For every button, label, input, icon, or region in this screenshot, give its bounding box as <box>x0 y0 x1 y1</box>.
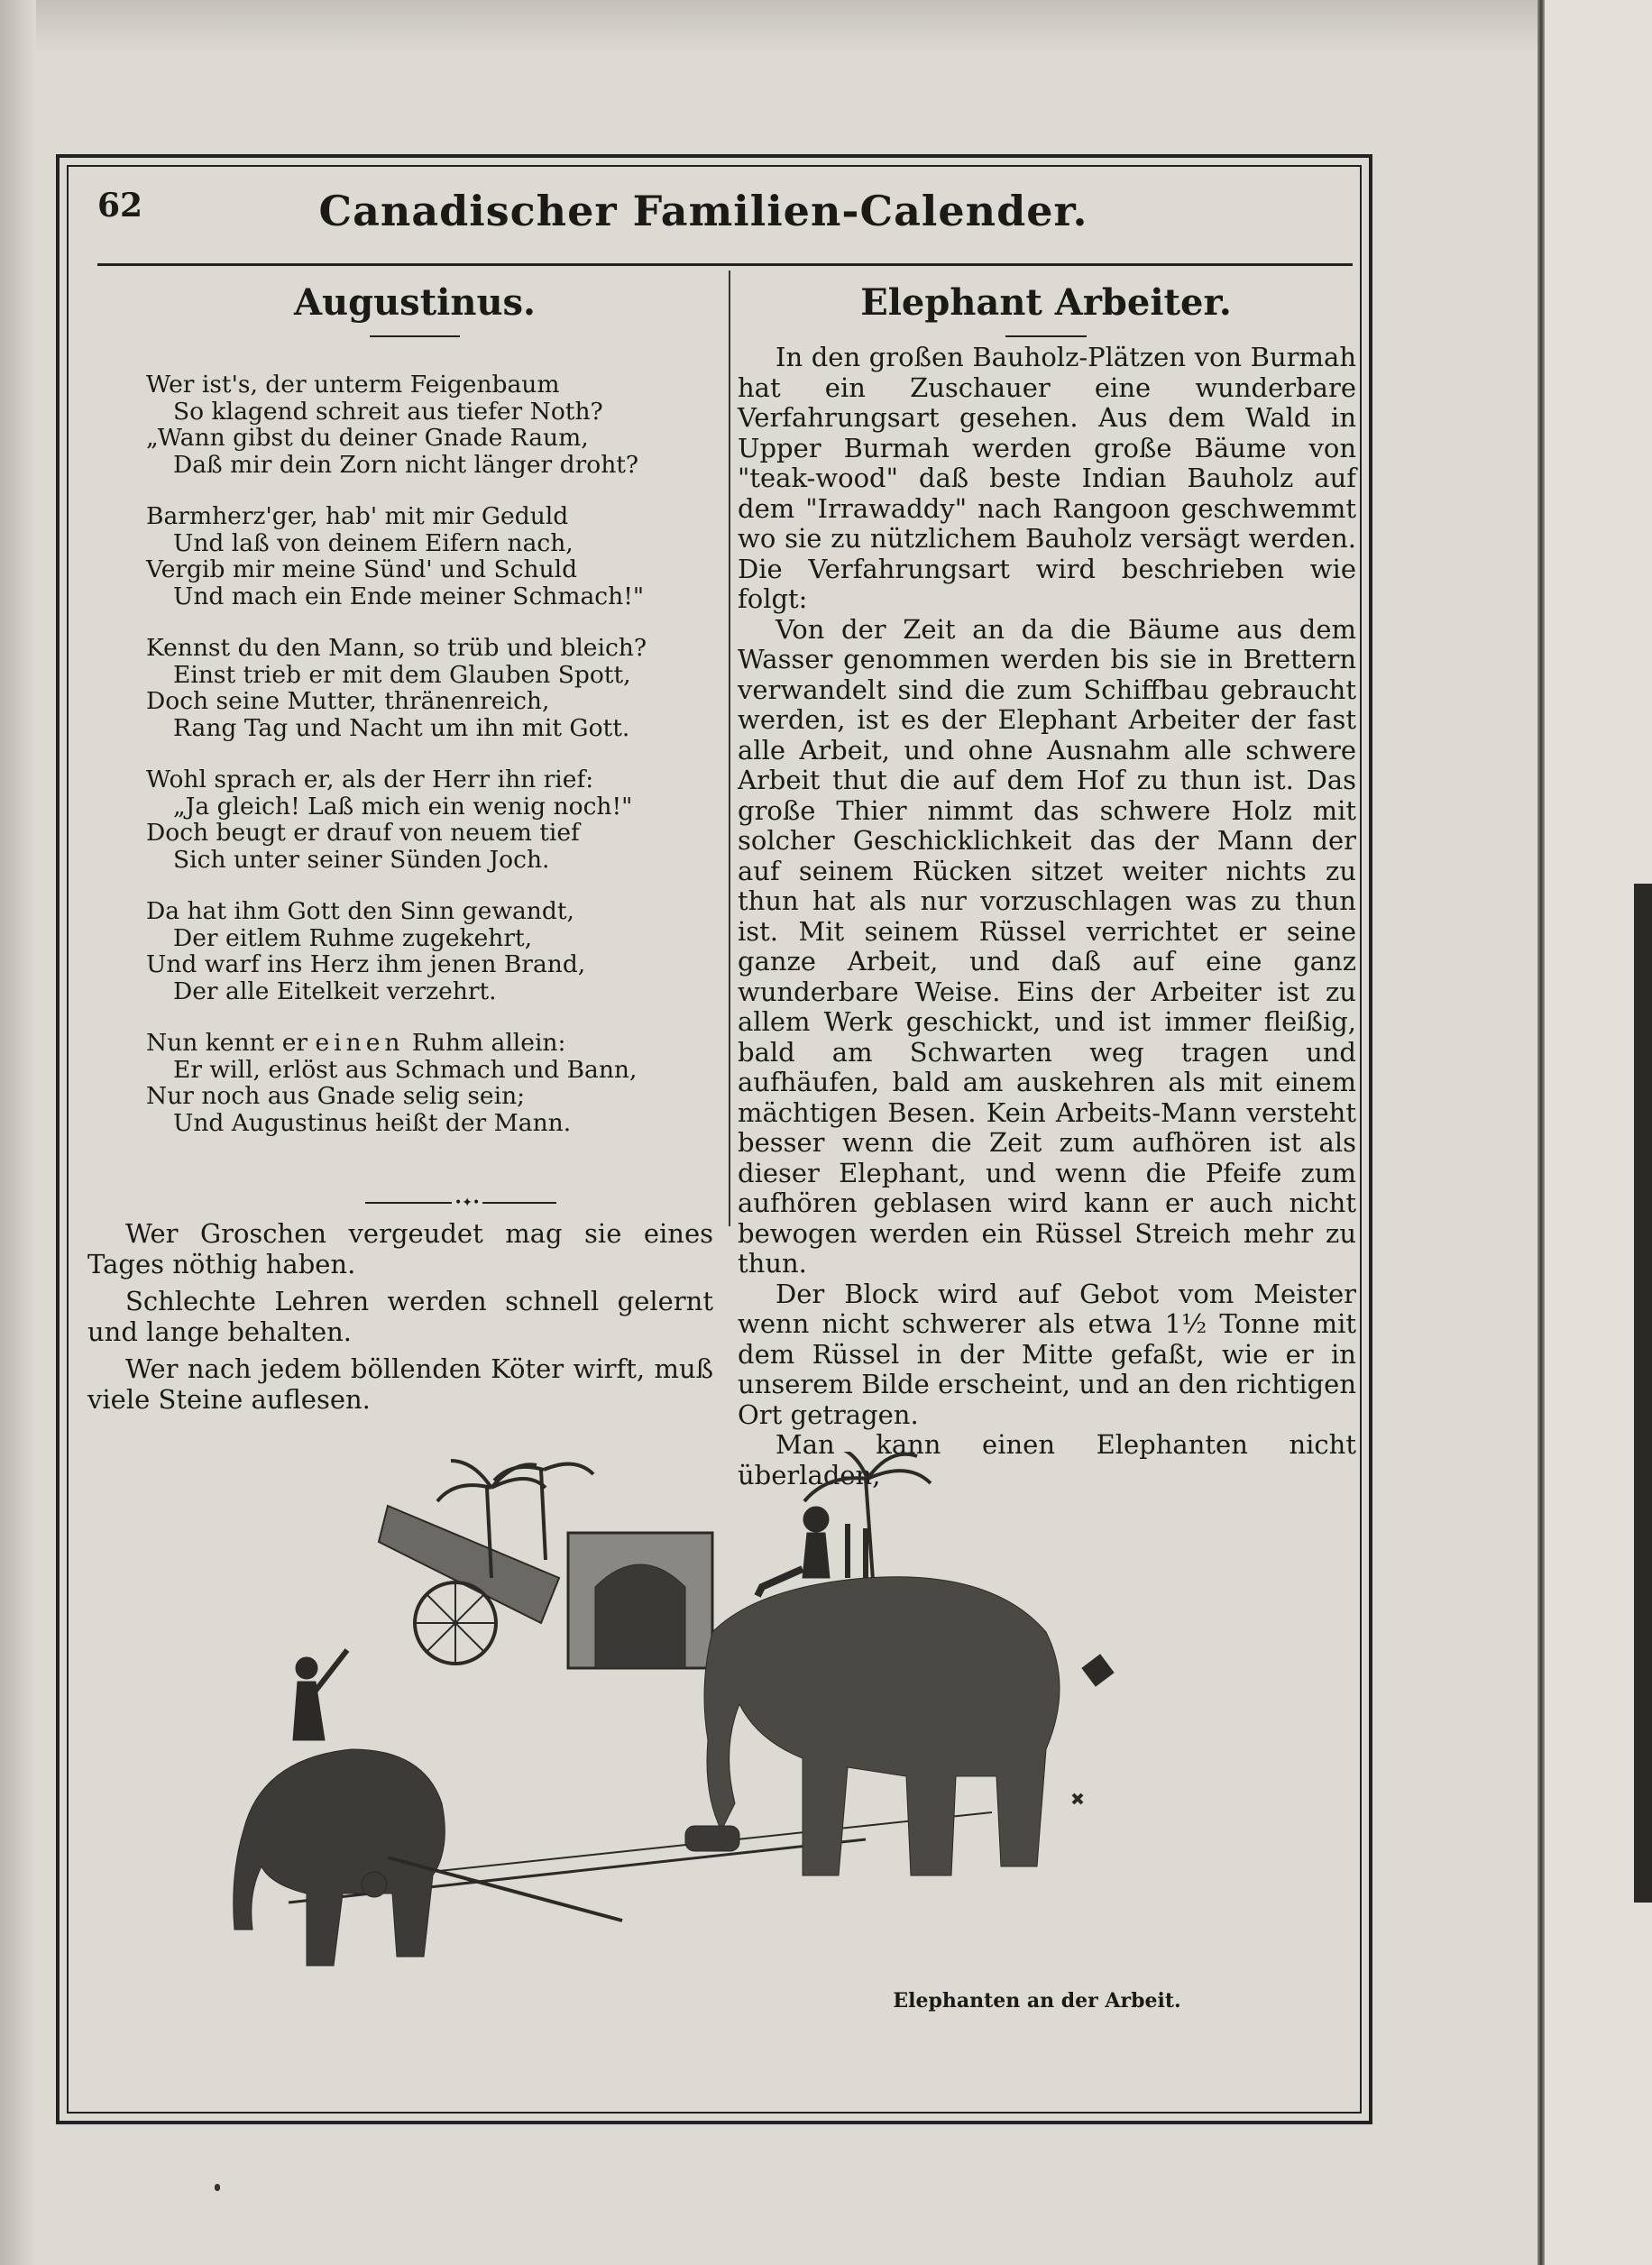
article-paragraph: Von der Zeit an da die Bäume aus dem Wasser genommen werden bis sie in Brettern verwandelt sind die zum Schiffbau gebraucht werden, ist es der Elephant Arbeiter der fast alle Arbeit, und ohne Ausnahm alle schwere Arbeit thut die auf dem Hof zu thun ist. Das große Thier nimmt das schwere Holz mit solcher Geschicklichkeit das der Mann der auf seinem Rücken sitzet weiter nichts zu thun hat als nur vorzuschlagen was zu thun ist. Mit seinem Rüssel verrichtet er seine ganze Arbeit, und daß auf eine ganz wunderbare Weise. Eins der Arbeiter ist zu allem Werk geschickt, und ist immer fleißig, bald am Schwarten weg tragen und aufhäufen, bald am auskehren als mit einem mächtigen Besen. Kein Arbeits-Mann versteht besser wenn die Zeit zum aufhören ist als dieser Elephant, und wenn die Pfeife zum aufhören geblasen wird kann er auch nicht bewogen werden ein Rüssel Streich mehr zu thun. <box>738 613 1356 1279</box>
poem-line <box>146 1030 723 1057</box>
adjacent-page-dark-band <box>1634 884 1652 1903</box>
ornament-dot-icon: •✦• <box>452 1197 482 1208</box>
poem-stanza <box>146 635 723 741</box>
header-rule <box>97 263 1353 266</box>
article-paragraph: Man kann einen Elephanten nicht überladen, <box>738 1429 1356 1490</box>
poem-line: Er will, erlöst aus Schmach und Bann, <box>173 1055 638 1084</box>
article-title-rule <box>1005 335 1087 337</box>
poem-line: Und Augustinus heißt der Mann. <box>173 1108 572 1137</box>
poem-stanza <box>146 503 723 610</box>
poem-line: Einst trieb er mit dem Glauben Spott, <box>173 660 631 689</box>
article-body <box>738 343 1356 1490</box>
proverbs <box>87 1219 713 1422</box>
elephants-at-work-engraving-icon <box>180 1452 1289 2011</box>
poem-line: Und mach ein Ende meiner Schmach!" <box>173 582 645 610</box>
poem-line: Und warf ins Herz ihm jenen Brand, <box>146 950 586 978</box>
poem-line: Nur noch aus Gnade selig sein; <box>146 1082 526 1110</box>
poem-line: Kennst du den Mann, so trüb und bleich? <box>146 634 647 662</box>
article-paragraph: In den großen Bauholz-Plätzen von Burmah hat ein Zuschauer eine wunderbare Verfahrungsart gesehen. Aus dem Wald in Upper Burmah werden große Bäume von "teak-wood" daß beste Indian Bauholz auf dem "Irrawaddy" nach Rangoon geschwemmt wo sie zu nützlichem Bauholz versägt werden. Die Verfahrungsart wird beschrieben wie folgt: <box>738 342 1356 614</box>
poem-line: So klagend schreit aus tiefer Noth? <box>173 397 603 426</box>
poem-title-rule <box>370 335 460 337</box>
poem-line-part: Ruhm allein: <box>404 1029 566 1057</box>
poem-body <box>146 371 723 1161</box>
poem-line: Doch seine Mutter, thränenreich, <box>146 687 550 715</box>
poem-line: Und laß von deinem Eifern nach, <box>173 528 574 557</box>
scan-speck <box>215 2184 220 2191</box>
proverb: Schlechte Lehren werden schnell gelernt und lange behalten. <box>87 1286 713 1347</box>
poem-title: Augustinus. <box>294 281 536 324</box>
ornament-divider <box>365 1197 556 1209</box>
poem-emphasis: einen <box>315 1029 405 1057</box>
poem-line-part: Nun kennt er <box>146 1029 316 1057</box>
scan-top-shadow <box>0 0 1652 54</box>
proverb: Wer nach jedem böllenden Köter wirft, muß viele Steine auflesen. <box>87 1353 713 1415</box>
poem-line: Wer ist's, der unterm Feigenbaum <box>146 371 560 399</box>
poem-line: Der alle Eitelkeit verzehrt. <box>173 977 497 1005</box>
poem-line: „Ja gleich! Laß mich ein wenig noch!" <box>173 792 633 821</box>
poem-line: Rang Tag und Nacht um ihn mit Gott. <box>173 713 630 742</box>
proverb: Wer Groschen vergeudet mag sie eines Tages nöthig haben. <box>87 1218 713 1279</box>
scan-left-shadow <box>0 0 36 2265</box>
poem-stanza <box>146 371 723 478</box>
column-divider <box>729 271 730 1226</box>
poem-line: Doch beugt er drauf von neuem tief <box>146 819 580 847</box>
poem-line: Der eitlem Ruhme zugekehrt, <box>173 923 533 952</box>
poem-stanza <box>146 766 723 873</box>
article-paragraph: Der Block wird auf Gebot vom Meister wenn nicht schwerer als etwa 1½ Tonne mit dem Rüssel in der Mitte gefaßt, wie er in unserem Bilde erscheint, und an den richtigen Ort getragen. <box>738 1278 1356 1430</box>
poem-line: Wohl sprach er, als der Herr ihn rief: <box>146 766 594 793</box>
poem-line: Daß mir dein Zorn nicht länger droht? <box>173 450 639 479</box>
poem-line: Vergib mir meine Sünd' und Schuld <box>146 555 578 583</box>
running-title: Canadischer Familien-Calender. <box>318 187 1088 235</box>
poem-line: Da hat ihm Gott den Sinn gewandt, <box>146 897 574 925</box>
poem-line: Sich unter seiner Sünden Joch. <box>173 845 550 874</box>
poem-stanza <box>146 898 723 1004</box>
article-title: Elephant Arbeiter. <box>860 281 1232 324</box>
poem-stanza-final <box>146 1030 723 1136</box>
page-gutter-edge <box>1537 0 1545 2265</box>
poem-line: Barmherz'ger, hab' mit mir Geduld <box>146 502 569 530</box>
poem-line: „Wann gibst du deiner Gnade Raum, <box>146 424 589 452</box>
page-number: 62 <box>97 187 143 225</box>
illustration-caption: Elephanten an der Arbeit. <box>893 1989 1181 2013</box>
